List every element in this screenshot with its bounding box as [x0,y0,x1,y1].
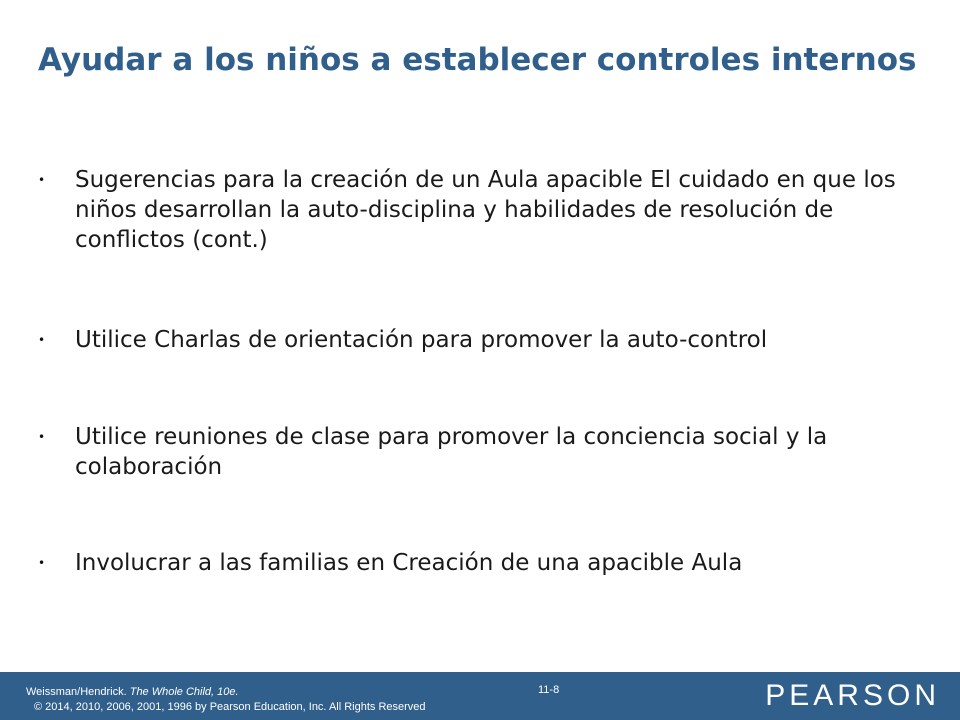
bullet-marker: • [38,333,46,347]
footer-bar [0,672,960,720]
bullet-text: Sugerencias para la creación de un Aula apacible El cuidado en que los niños desarrollan la auto-disciplina y habilidades de resolución de conflictos (cont.) [75,167,896,253]
footer-copyright: © 2014, 2010, 2006, 2001, 1996 by Pearson Education, Inc. All Rights Reserved [34,701,426,713]
footer-credit-line [26,686,239,699]
bullet-marker: • [38,556,46,570]
footer-book-title: The Whole Child, 10e. [129,686,239,698]
footer-authors: Weissman/Hendrick. [26,686,130,698]
slide-title: Ayudar a los niños a establecer controles internos [38,42,917,78]
bullet-text: Involucrar a las familias en Creación de una apacible Aula [75,550,743,576]
bullet-text: Utilice reuniones de clase para promover la conciencia social y la colaboración [75,424,828,480]
bullet-marker: • [38,173,46,187]
page-number: 11-8 [538,684,560,696]
bullet-marker: • [38,430,46,444]
pearson-logo: PEARSON [765,679,940,712]
bullet-text: Utilice Charlas de orientación para promover la auto-control [75,327,768,353]
